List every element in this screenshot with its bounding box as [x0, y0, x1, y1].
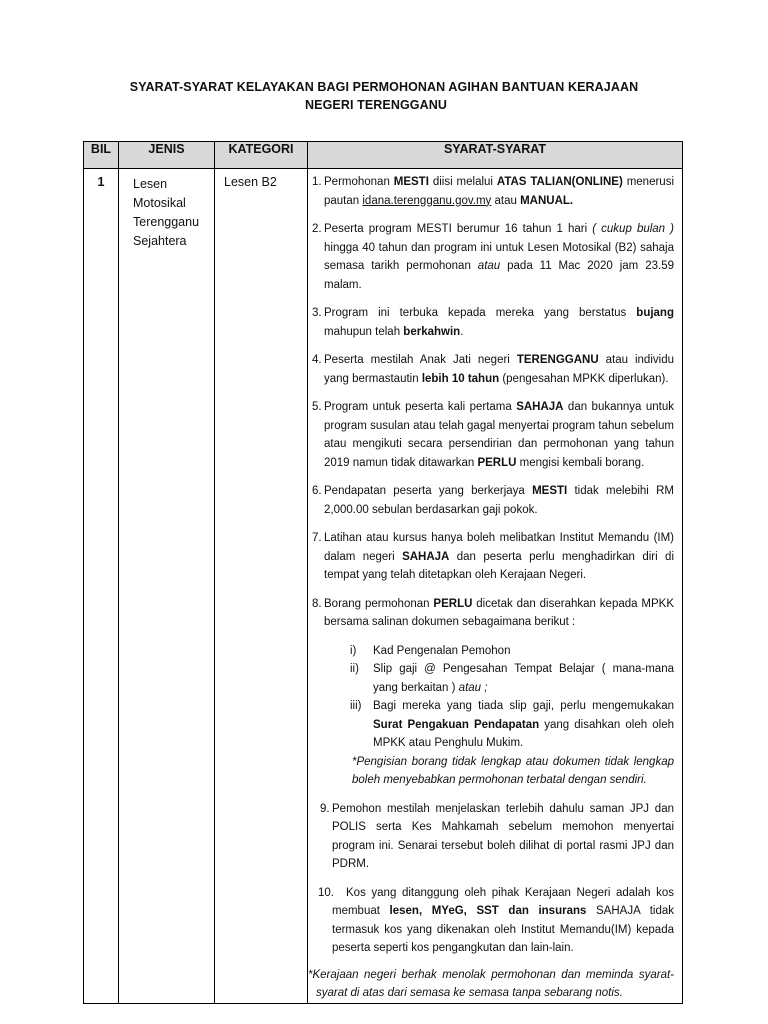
roman-numeral: ii): [350, 663, 359, 675]
text: Kad Pengenalan Pemohon: [373, 644, 511, 657]
bold-text: PERLU: [433, 597, 473, 610]
text: atau individu yang bermastautin: [324, 354, 674, 385]
condition-number: 5.: [312, 401, 322, 413]
text: diisi melalui: [428, 176, 497, 188]
condition-number: 6.: [312, 485, 322, 497]
sublist-item: [324, 642, 674, 661]
text: dan peserta perlu menghadirkan diri di tempat yang telah ditetapkan oleh Kerajaan Negeri.: [324, 550, 674, 581]
condition-number: 2.: [312, 223, 322, 235]
text: Borang permohonan: [324, 597, 434, 610]
incomplete-form-note: *Pengisian borang tidak lengkap atau dokumen tidak lengkap boleh menyebabkan permohonan terbatal dengan sendiri.: [352, 755, 674, 786]
text: mahupun telah: [324, 325, 404, 338]
bold-text: berkahwin: [403, 325, 461, 338]
text: Program ini terbuka kepada mereka yang berstatus: [324, 307, 637, 319]
bold-text: MESTI: [532, 485, 568, 497]
header-syarat: SYARAT-SYARAT: [308, 142, 683, 169]
condition-3: [308, 304, 674, 341]
text: dan bukannya untuk program susulan atau telah gagal menyertai program tahun sebelum atau mengikuti secara persendirian dan permohonan yang tahun 2019 namun tidak ditawarkan: [324, 401, 674, 469]
text: Peserta program MESTI berumur 16 tahun 1 hari: [324, 223, 593, 235]
roman-numeral: i): [350, 644, 357, 657]
bold-text: SAHAJA: [516, 401, 564, 413]
table-row: [84, 169, 683, 1004]
header-bil: BIL: [84, 142, 119, 169]
condition-2: [308, 220, 674, 294]
jenis-line: Sejahtera: [133, 234, 187, 248]
cell-bil: 1: [84, 169, 119, 1004]
header-kategori: KATEGORI: [215, 142, 308, 169]
bold-text: bujang: [636, 307, 674, 319]
conditions-list: [308, 173, 674, 1003]
condition-number: 9.: [320, 802, 330, 815]
condition-5: [308, 398, 674, 472]
document-title-line1: SYARAT-SYARAT KELAYAKAN BAGI PERMOHONAN AGIHAN BANTUAN KERAJAAN: [129, 80, 639, 94]
condition-number: 10.: [318, 886, 334, 899]
condition-1: [308, 173, 674, 210]
text: dicetak dan diserahkan kepada MPKK bersama salinan dokumen sebagaimana berikut :: [324, 597, 674, 628]
condition-number: 7.: [312, 532, 322, 544]
text: .: [460, 325, 464, 338]
text: menerusi pautan: [324, 176, 675, 207]
text: pada 11 Mac 2020 jam 23.59 malam.: [324, 260, 674, 291]
document-title-line2: NEGERI TERENGGANU: [305, 98, 447, 112]
text: Bagi mereka yang tiada slip gaji, perlu mengemukakan: [373, 700, 674, 712]
text: Latihan atau kursus hanya boleh melibatkan Institut Memandu (IM) dalam negeri: [324, 532, 674, 563]
cell-syarat: [308, 169, 683, 1004]
table-header-row: [84, 142, 683, 169]
condition-4: [308, 351, 674, 388]
text: tidak melebihi RM 2,000.00 sebulan berdasarkan gaji pokok.: [324, 485, 674, 516]
condition-9: [308, 800, 674, 874]
italic-text: atau ;: [458, 681, 488, 694]
text: Permohonan: [324, 176, 394, 188]
condition-number: 1.: [312, 176, 322, 188]
text: hingga 40 tahun dan program ini untuk Lesen Motosikal (B2) sahaja semasa tarikh permohonan: [324, 241, 674, 272]
bold-text: SAHAJA: [402, 550, 450, 563]
condition-7: [308, 529, 674, 585]
requirements-table: [83, 141, 683, 1004]
sublist-item: [324, 660, 674, 697]
text: Program untuk peserta kali pertama: [324, 401, 517, 413]
text: Pemohon mestilah menjelaskan terlebih dahulu saman JPJ dan POLIS serta Kes Mahkamah sebelum memohon menyertai program ini. Senarai tersebut boleh dilihat di portal rasmi JPJ dan PDRM.: [332, 802, 674, 870]
italic-text: ( cukup bulan ): [592, 223, 674, 235]
condition-10: [308, 884, 674, 958]
text: Peserta mestilah Anak Jati negeri: [324, 354, 517, 366]
condition-number: 8.: [312, 597, 322, 610]
bold-text: TERENGGANU: [516, 354, 599, 366]
bold-text: PERLU: [477, 456, 517, 469]
text: (pengesahan MPKK diperlukan).: [499, 372, 669, 385]
bold-text: MESTI: [393, 176, 429, 188]
bold-text: MANUAL.: [520, 194, 574, 207]
cell-kategori: Lesen B2: [215, 169, 308, 1004]
bold-text: ATAS TALIAN(ONLINE): [496, 176, 623, 188]
text: Slip gaji @ Pengesahan Tempat Belajar ( mana-mana yang berkaitan ): [373, 663, 674, 694]
text: mengisi kembali borang.: [516, 456, 645, 469]
text: Kos yang ditanggung oleh pihak Kerajaan Negeri adalah kos membuat: [332, 886, 674, 917]
condition-number: 4.: [312, 354, 322, 366]
condition-8: [308, 595, 674, 790]
condition-number: 3.: [312, 307, 322, 319]
text: atau: [491, 194, 521, 207]
bold-text: Surat Pengakuan Pendapatan: [373, 718, 540, 731]
jenis-line: Motosikal: [133, 196, 186, 210]
condition-6: [308, 482, 674, 519]
bold-text: lebih 10 tahun: [421, 372, 500, 385]
portal-link[interactable]: idana.terengganu.gov.my: [362, 194, 492, 207]
italic-text: atau: [477, 260, 501, 272]
document-sublist: [324, 642, 674, 753]
jenis-line: Terengganu: [133, 215, 200, 229]
jenis-line: Lesen: [133, 177, 168, 191]
header-jenis: JENIS: [119, 142, 215, 169]
sublist-item: [324, 697, 674, 753]
text: Pendapatan peserta yang berkerjaya: [324, 485, 533, 497]
bold-text: lesen, MYeG, SST dan insurans: [389, 905, 587, 917]
roman-numeral: iii): [350, 700, 362, 712]
cell-jenis: [119, 169, 215, 1004]
footnote: *Kerajaan negeri berhak menolak permohonan dan meminda syarat-syarat di atas dari semasa ke semasa tanpa sebarang notis.: [308, 968, 674, 999]
text: yang disahkan oleh oleh MPKK atau Penghulu Mukim.: [373, 718, 674, 749]
text: SAHAJA tidak termasuk kos yang dikenakan oleh Institut Memandu(IM) kepada peserta seperti kos pengangkutan dan lain-lain.: [332, 905, 674, 954]
